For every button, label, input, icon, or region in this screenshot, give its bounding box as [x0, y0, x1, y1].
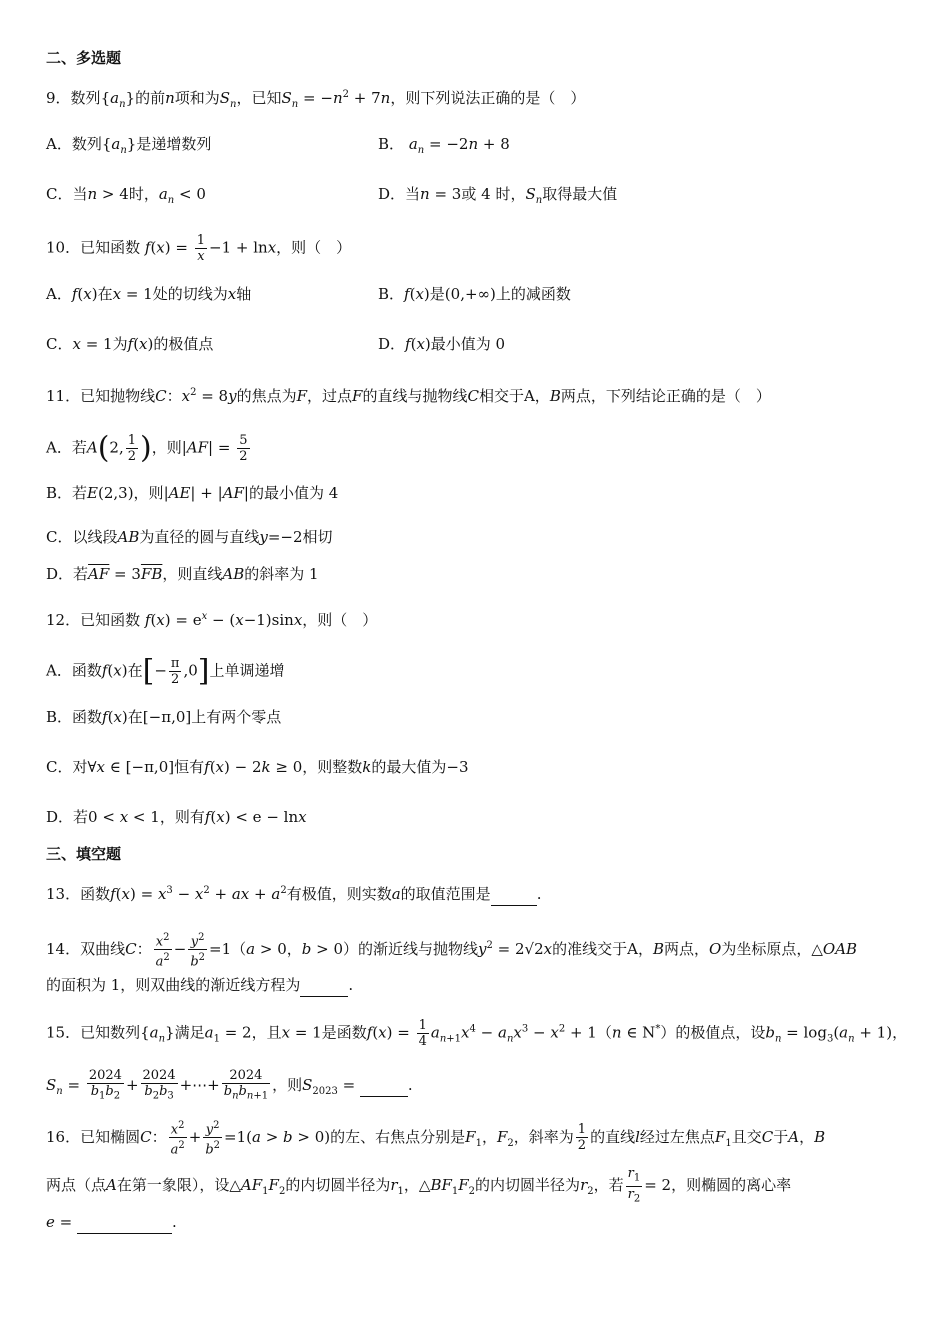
- q11-option-d[interactable]: D．若$\overline{AF} = 3\overline{FB}$，则直线AB的斜率为 1: [46, 565, 319, 583]
- q10-option-d[interactable]: D．f(x)最小值为 0: [378, 335, 506, 353]
- q14-answer-blank[interactable]: [300, 974, 348, 997]
- section-title-multi: 二、多选题: [46, 49, 122, 67]
- question-15-line-2: $S_n$ = $\frac{2024}{b_1b_2}$ + $\frac{2024}{b_2b_3}$ +⋯+ $\frac{2024}{b_nb_{n+1}}$ ，则$S_{2023}$ = .: [46, 1068, 413, 1102]
- q11-option-a[interactable]: A．若A(2, $\frac{1}{2}$ )，则|AF| = $\frac{5}{2}$: [46, 430, 248, 466]
- question-11: 11．已知抛物线C：$x^2 = 8y$的焦点为F，过点F的直线与抛物线C相交于A，B两点，下列结论正确的是（ ）: [46, 387, 771, 405]
- q11-option-b[interactable]: B．若E(2,3)，则|AE| + |AF|的最小值为 4: [46, 484, 339, 502]
- question-12: 12．已知函数 $f(x) = e^x - (x-1)\sin x$，则（ ）: [46, 611, 378, 629]
- question-14-line-2: 的面积为 1，则双曲线的渐近线方程为 .: [46, 974, 353, 997]
- question-16: 16．已知椭圆C： $\frac{x^2}{a^2}$ + $\frac{y^2}{b^2}$ =1(a > b > 0)的左、右焦点分别是$F_1$，$F_2$，斜率为 $\frac{1}{2}$ 的直线l经过左焦点$F_1$且交C于A，B: [46, 1120, 826, 1158]
- q9-option-b[interactable]: B． $a_n = -2n + 8$: [378, 135, 510, 156]
- q12-option-d[interactable]: D．若0 < x < 1，则有f(x) < e − lnx: [46, 808, 307, 826]
- q9-option-a[interactable]: A．数列$\{a_n\}$是递增数列: [46, 135, 212, 156]
- question-16-line-2: 两点（点A在第一象限），设$\triangle AF_1F_2$的内切圆半径为$r_1$，$\triangle BF_1F_2$的内切圆半径为$r_2$，若 $\frac{r_1}{r_2}$ = 2，则椭圆的离心率: [46, 1166, 792, 1205]
- question-10: 10．已知函数 f(x) = $\frac{1}{x}$ −1 + lnx，则（ ）: [46, 233, 352, 264]
- q12-option-c[interactable]: C．对∀x ∈ [−π,0]恒有f(x) − 2k ≥ 0，则整数k的最大值为−3: [46, 758, 469, 776]
- q10-option-b[interactable]: B．f(x)是(0,+∞)上的减函数: [378, 285, 571, 303]
- q9-option-c[interactable]: C．当n > 4时，$a_n < 0$: [46, 185, 206, 206]
- question-16-line-3: e = .: [46, 1211, 177, 1234]
- q16-answer-blank[interactable]: [77, 1211, 172, 1234]
- q12-option-a[interactable]: A．函数f(x)在[− $\frac{\pi}{2}$ ,0]上单调递增: [46, 653, 285, 689]
- question-15: 15．已知数列$\{a_n\}$满足$a_1 = 2$，且x = 1是函数f(x) = $\frac{1}{4}$ $a_{n+1}x^4 - a_nx^3 - x^2 + 1(n$ ∈ N*）的极值点，设$b_n = \log_3(a_n + 1)$，: [46, 1018, 908, 1049]
- section-title-fill: 三、填空题: [46, 845, 122, 863]
- q13-answer-blank[interactable]: [491, 883, 537, 906]
- q15-answer-blank[interactable]: [360, 1074, 408, 1097]
- question-14: 14．双曲线C： $\frac{x^2}{a^2}$ − $\frac{y^2}{b^2}$ =1（a > 0，b > 0）的渐近线与抛物线$y^2 = 2√2x$的准线交于A，B两点，O为坐标原点，△OAB: [46, 932, 858, 970]
- question-13: 13．函数$f(x) = x^3 - x^2$ + ax + $a^2$有极值，则实数a的取值范围是 .: [46, 880, 541, 906]
- q10-option-c[interactable]: C．x = 1为f(x)的极值点: [46, 335, 214, 353]
- q10-option-a[interactable]: A．f(x)在x = 1处的切线为x轴: [46, 285, 252, 303]
- q11-option-c[interactable]: C．以线段AB为直径的圆与直线y=−2相切: [46, 528, 333, 546]
- question-9: 9．数列$\{a_n\}$的前n项和为$S_n$，已知$S_n = -n^2 + 7n$，则下列说法正确的是（ ）: [46, 89, 586, 110]
- q9-option-d[interactable]: D．当n = 3或 4 时，$S_n$取得最大值: [378, 185, 618, 206]
- q12-option-b[interactable]: B．函数f(x)在[−π,0]上有两个零点: [46, 708, 282, 726]
